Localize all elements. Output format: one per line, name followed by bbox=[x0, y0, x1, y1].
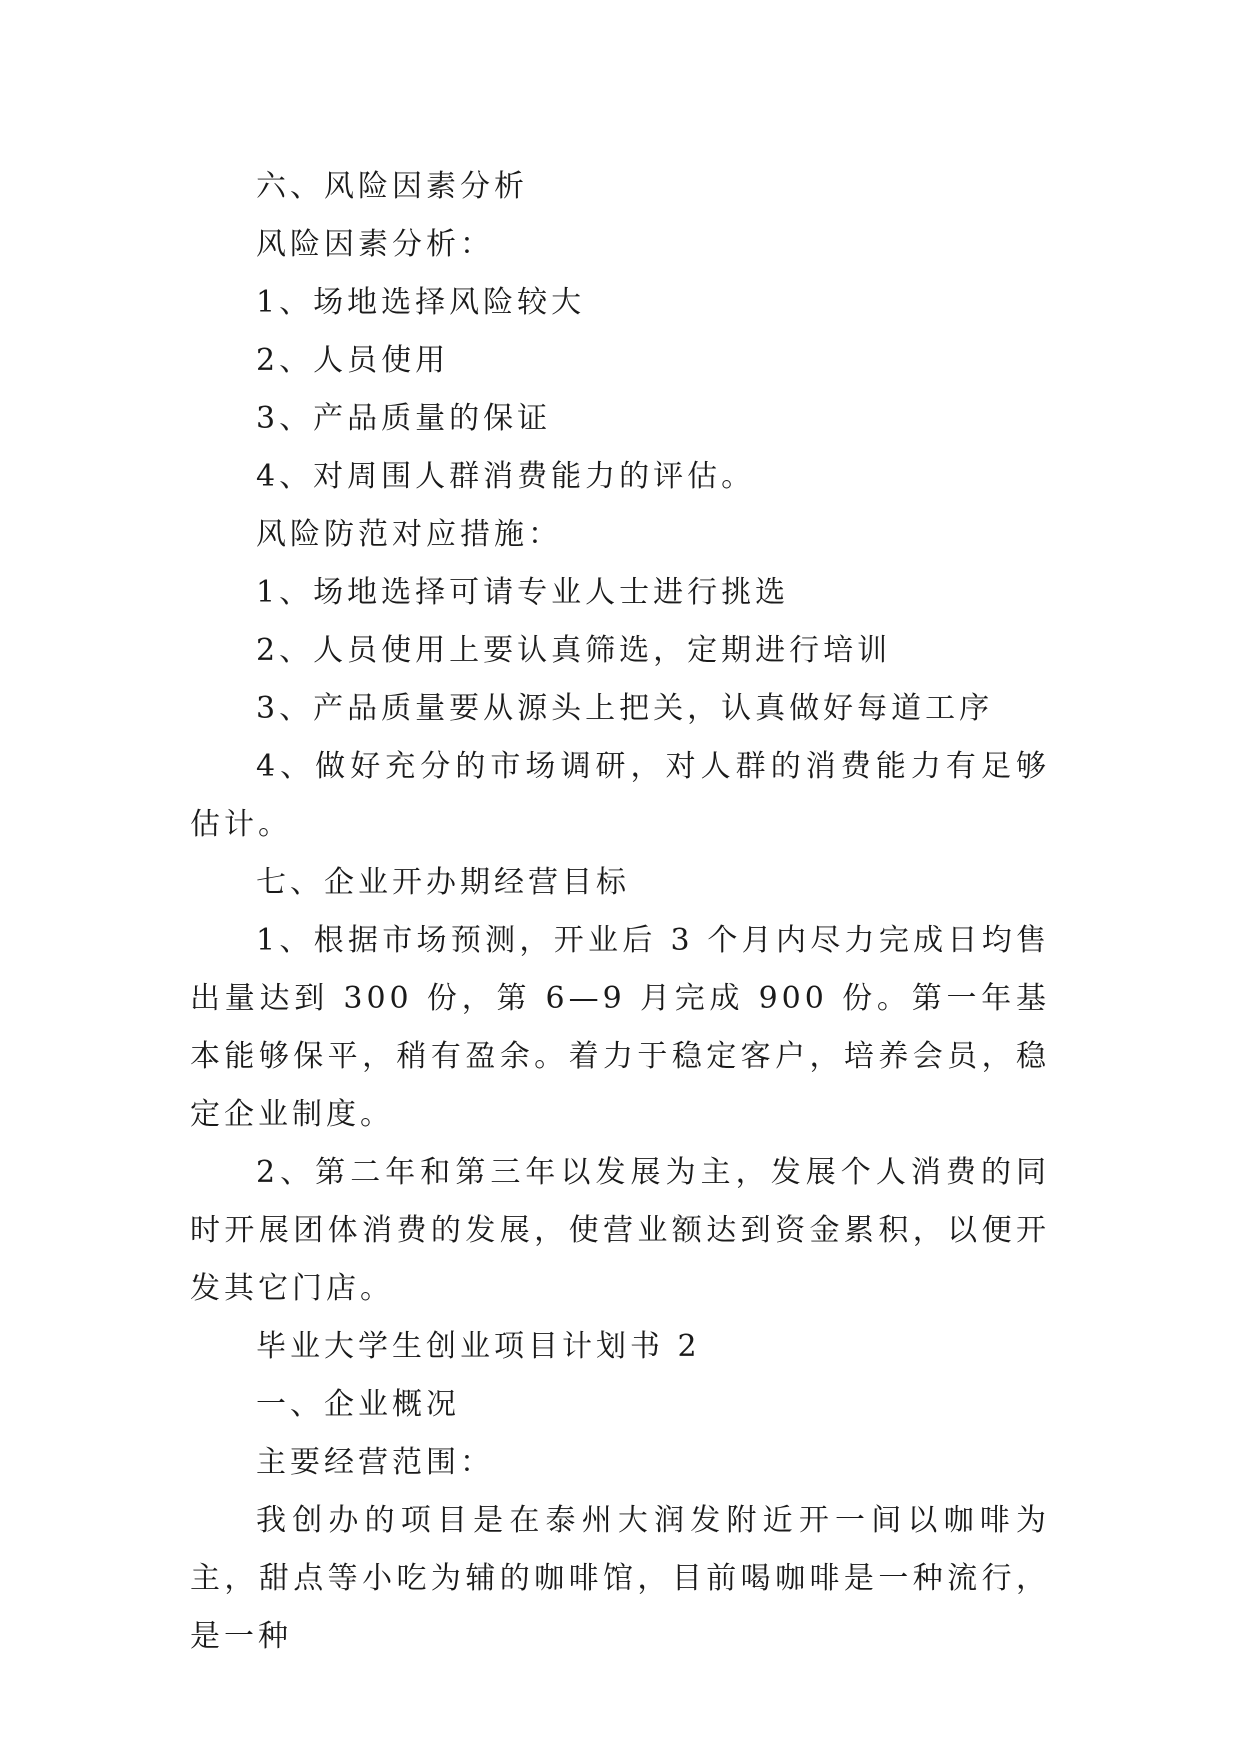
measure-item-2: 2、人员使用上要认真筛选，定期进行培训 bbox=[256, 633, 892, 668]
section-heading-company-overview: 一、企业概况 bbox=[256, 1387, 460, 1422]
document-title-plan-2: 毕业大学生创业项目计划书 2 bbox=[256, 1329, 701, 1364]
section-heading-risk-analysis: 六、风险因素分析 bbox=[256, 169, 528, 204]
goal-paragraph-1: 1、根据市场预测，开业后 3 个月内尽力完成日均售出量达到 300 份，第 6—9 月完成 900 份。第一年基本能够保平，稍有盈余。着力于稳定客户，培养会员，稳定企业制度。 bbox=[190, 923, 1050, 1132]
goal-paragraph-2: 2、第二年和第三年以发展为主，发展个人消费的同时开展团体消费的发展，使营业额达到资金累积，以便开发其它门店。 bbox=[190, 1155, 1050, 1306]
measure-item-4: 4、做好充分的市场调研，对人群的消费能力有足够估计。 bbox=[190, 749, 1050, 842]
subheading-risk-factors: 风险因素分析： bbox=[256, 227, 494, 262]
risk-item-4: 4、对周围人群消费能力的评估。 bbox=[256, 459, 756, 494]
section-heading-operating-goals: 七、企业开办期经营目标 bbox=[256, 865, 630, 900]
risk-item-1: 1、场地选择风险较大 bbox=[256, 285, 586, 320]
risk-item-2: 2、人员使用 bbox=[256, 343, 450, 378]
subheading-business-scope: 主要经营范围： bbox=[256, 1445, 494, 1480]
subheading-risk-measures: 风险防范对应措施： bbox=[256, 517, 562, 552]
document-body bbox=[190, 158, 1050, 1666]
measure-item-3: 3、产品质量要从源头上把关，认真做好每道工序 bbox=[256, 691, 994, 726]
measure-item-1: 1、场地选择可请专业人士进行挑选 bbox=[256, 575, 790, 610]
business-scope-paragraph: 我创办的项目是在泰州大润发附近开一间以咖啡为主，甜点等小吃为辅的咖啡馆，目前喝咖啡是一种流行，是一种 bbox=[190, 1503, 1050, 1654]
risk-item-3: 3、产品质量的保证 bbox=[256, 401, 552, 436]
